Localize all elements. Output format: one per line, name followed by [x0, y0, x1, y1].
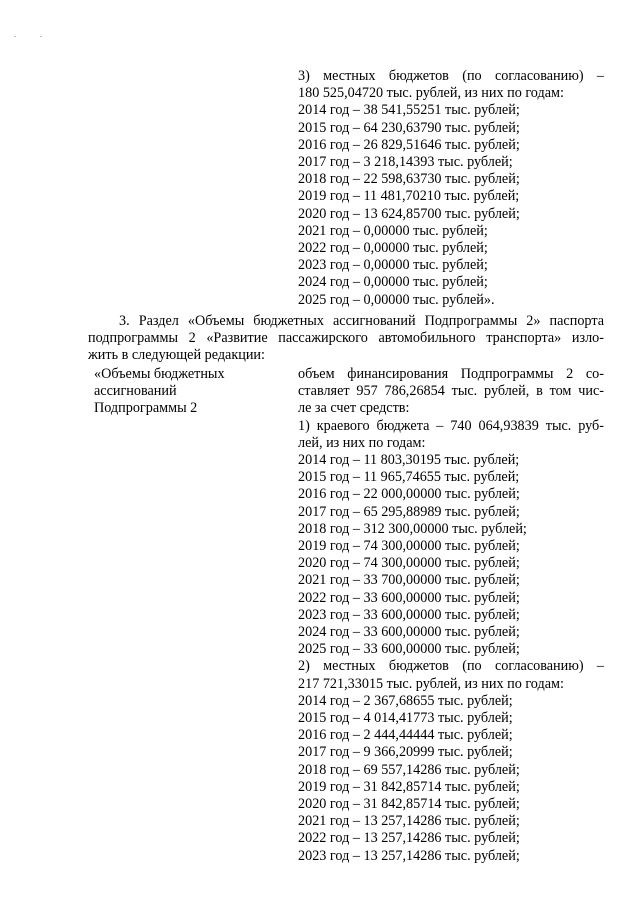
local-budget-header-line: 180 525,04720 тыс. рублей, из них по годам:	[298, 85, 564, 102]
regional-year-line: 2025 год – 33 600,00000 тыс. рублей;	[298, 641, 520, 658]
label-line: «Объемы бюджетных	[94, 366, 225, 382]
year-line: 2025 год – 0,00000 тыс. рублей».	[298, 291, 495, 308]
year-line: 2019 год – 11 481,70210 тыс. рублей;	[298, 188, 520, 205]
paragraph-line: подпрограммы 2 «Развитие пассажирского автомобильного транспорта» изло-	[88, 330, 604, 347]
local-year-line: 2021 год – 13 257,14286 тыс. рублей;	[298, 813, 520, 830]
regional-year-line: 2015 год – 11 965,74655 тыс. рублей;	[298, 469, 520, 486]
regional-year-line: 2020 год – 74 300,00000 тыс. рублей;	[298, 555, 520, 572]
regional-budget-line: лей, из них по годам:	[298, 434, 426, 451]
regional-year-line: 2016 год – 22 000,00000 тыс. рублей;	[298, 486, 520, 503]
intro-line: объем финансирования Подпрограммы 2 со-	[298, 366, 604, 382]
paragraph-line: 3. Раздел «Объемы бюджетных ассигнований Подпрограммы 2» паспорта	[119, 313, 604, 329]
local-year-line: 2023 год – 13 257,14286 тыс. рублей;	[298, 847, 520, 864]
regional-year-line: 2022 год – 33 600,00000 тыс. рублей;	[298, 589, 520, 606]
local-budget-line: 2) местных бюджетов (по согласованию) –	[298, 658, 604, 675]
regional-year-line: 2017 год – 65 295,88989 тыс. рублей;	[298, 503, 520, 520]
regional-year-line: 2021 год – 33 700,00000 тыс. рублей;	[298, 572, 520, 589]
local-year-line: 2015 год – 4 014,41773 тыс. рублей;	[298, 710, 513, 727]
regional-year-line: 2019 год – 74 300,00000 тыс. рублей;	[298, 538, 520, 555]
year-line: 2015 год – 64 230,63790 тыс. рублей;	[298, 119, 520, 136]
year-line: 2018 год – 22 598,63730 тыс. рублей;	[298, 171, 520, 188]
local-year-line: 2014 год – 2 367,68655 тыс. рублей;	[298, 692, 513, 709]
local-year-line: 2018 год – 69 557,14286 тыс. рублей;	[298, 761, 520, 778]
local-budget-continuation	[298, 68, 604, 309]
year-line: 2014 год – 38 541,55251 тыс. рублей;	[298, 102, 520, 119]
table-label-cell	[94, 366, 284, 418]
intro-line: ле за счет средств:	[298, 400, 410, 417]
year-line: 2016 год – 26 829,51646 тыс. рублей;	[298, 136, 520, 153]
scan-artifact	[40, 36, 42, 37]
local-year-line: 2017 год – 9 366,20999 тыс. рублей;	[298, 744, 513, 761]
year-line: 2023 год – 0,00000 тыс. рублей;	[298, 257, 488, 274]
regional-budget-line: 1) краевого бюджета – 740 064,93839 тыс. руб-	[298, 417, 604, 434]
amendment-paragraph	[88, 313, 604, 365]
label-line: ассигнований	[94, 383, 177, 400]
local-budget-header-line: 3) местных бюджетов (по согласованию) –	[298, 68, 604, 84]
regional-year-line: 2023 год – 33 600,00000 тыс. рублей;	[298, 606, 520, 623]
local-year-line: 2016 год – 2 444,44444 тыс. рублей;	[298, 727, 513, 744]
paragraph-line: жить в следующей редакции:	[88, 347, 265, 364]
intro-line: ставляет 957 786,26854 тыс. рублей, в том чис-	[298, 383, 604, 400]
label-line: Подпрограммы 2	[94, 400, 198, 417]
year-line: 2021 год – 0,00000 тыс. рублей;	[298, 222, 488, 239]
local-year-line: 2022 год – 13 257,14286 тыс. рублей;	[298, 830, 520, 847]
scan-artifact	[14, 36, 16, 37]
table-value-cell	[298, 366, 604, 865]
year-line: 2022 год – 0,00000 тыс. рублей;	[298, 240, 488, 257]
regional-year-line: 2024 год – 33 600,00000 тыс. рублей;	[298, 624, 520, 641]
local-year-line: 2020 год – 31 842,85714 тыс. рублей;	[298, 796, 520, 813]
local-year-line: 2019 год – 31 842,85714 тыс. рублей;	[298, 778, 520, 795]
year-line: 2024 год – 0,00000 тыс. рублей;	[298, 274, 488, 291]
regional-year-line: 2018 год – 312 300,00000 тыс. рублей;	[298, 520, 527, 537]
year-line: 2020 год – 13 624,85700 тыс. рублей;	[298, 205, 520, 222]
year-line: 2017 год – 3 218,14393 тыс. рублей;	[298, 154, 513, 171]
local-budget-line: 217 721,33015 тыс. рублей, из них по годам:	[298, 675, 564, 692]
regional-year-line: 2014 год – 11 803,30195 тыс. рублей;	[298, 452, 520, 469]
